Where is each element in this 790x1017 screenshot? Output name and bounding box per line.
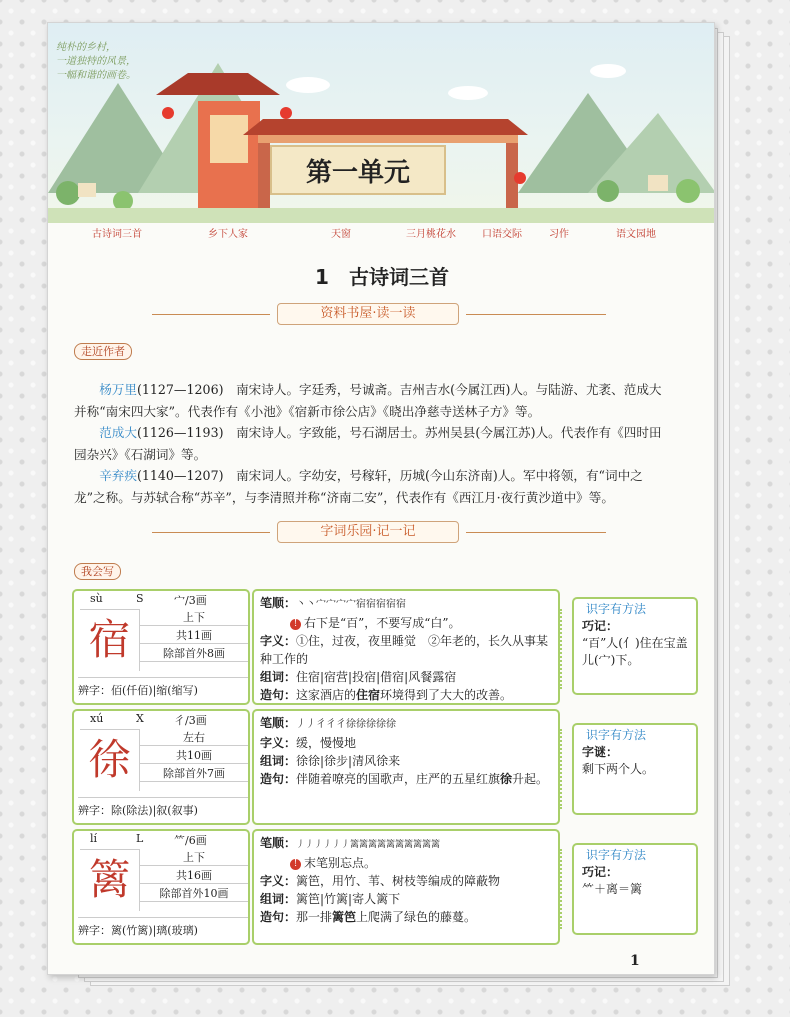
total-strokes: 共10画 [140,747,248,764]
total-strokes: 共16画 [140,867,248,884]
nav-item[interactable]: 古诗词三首 [92,229,142,240]
page-number: 1 [630,953,640,969]
char-card [72,589,688,705]
pinyin: lí [90,832,98,845]
radical: ⺮/6画 [174,834,207,847]
total-strokes: 共11画 [140,627,248,644]
stroke-row [260,594,552,614]
bio-paragraph [74,465,674,508]
words-row [260,668,552,686]
words-text: 徐徐|徐步|清风徐来 [296,754,401,768]
sentence-highlight: 住宿 [356,688,381,702]
meaning-row [260,632,552,668]
intro-line: 一道独特的风景， [56,56,136,67]
label: 组词： [260,892,297,906]
initial-letter: L [136,832,144,845]
sentence-text: 那一排 [296,910,333,924]
warning-text: 末笔别忘点。 [304,856,377,870]
stroke-row [260,714,552,734]
meaning-row [260,872,552,890]
tip-title: 识字有方法 [586,602,647,616]
connector [560,849,572,929]
similar-chars: 辨字：除(除法)|叙(叙事) [78,797,248,818]
structure: 上下 [140,849,248,866]
similar-chars: 辨字：佰(仟佰)|缩(缩写) [78,677,248,698]
unit-title: 第一单元 [270,145,446,195]
meaning-text: 缓，慢慢地 [296,736,357,750]
nav-item[interactable]: 三月桃花水 [406,229,456,240]
divider [152,314,270,315]
warning-icon: ! [290,619,301,630]
label: 造句： [260,910,297,924]
banner-intro-text [56,41,136,83]
char-box [72,589,250,705]
stroke-order: 丿丿彳彳彳徐徐徐徐徐 [296,719,397,730]
lesson-title: 1 古诗词三首 [315,265,449,289]
bio-text: (1126—1193) 南宋诗人。字致能，号石湖居士。苏州吴县(今属江苏)人。代表作有《四时田园杂兴》《石湖词》等。 [74,425,662,462]
char-card [72,709,672,825]
warning-text: 右下是“百”，不要写成“白”。 [304,616,461,630]
nav-item[interactable]: 天窗 [331,229,351,240]
meaning-text: 篱笆，用竹、苇、树枝等编成的障蔽物 [296,874,501,888]
section-header-reading [48,303,715,325]
tip-text: 剩下两个人。 [582,762,655,776]
bio-paragraph [74,422,674,465]
sentence-text: 升起。 [512,772,549,786]
textbook-page [47,22,715,975]
stroke-order: 丶丶宀宀宀宀宿宿宿宿宿 [296,599,407,610]
tip-title: 识字有方法 [586,848,647,862]
stroke-row [260,834,552,854]
sentence-row [260,770,552,788]
char-box [72,709,250,825]
char-card [72,829,672,945]
label: 造句： [260,772,297,786]
memory-tip [572,723,698,815]
connector [560,609,572,689]
divider [152,532,270,533]
section-title: 资料书屋·读一读 [277,303,459,325]
warning-row [260,614,552,632]
label: 笔顺： [260,596,297,610]
intro-line: 一幅和谐的画卷。 [56,70,136,81]
bio-paragraph [74,379,674,422]
label: 笔顺： [260,716,297,730]
structure: 左右 [140,729,248,746]
char-detail [252,589,560,705]
label: 造句： [260,688,297,702]
strokes-outside-radical: 除部首外7画 [140,765,248,782]
bio-text: (1127—1206) 南宋诗人。字廷秀，号诚斋。吉州吉水(今属江西)人。与陆游、尤袤、范成大并称“南宋四大家”。代表作有《小池》《宿新市徐公店》《晓出净慈寺送林子方》等。 [74,382,662,419]
words-text: 篱笆|竹篱|寄人篱下 [296,892,401,906]
nav-item[interactable]: 口语交际 [482,229,522,240]
radical: 彳/3画 [174,714,207,727]
strokes-outside-radical: 除部首外10画 [140,885,248,902]
sentence-text: 环境得到了大大的改善。 [380,688,513,702]
sentence-highlight: 篱笆 [332,910,357,924]
section-header-words [48,521,715,543]
tip-label: 巧记： [582,619,619,633]
sentence-text: 这家酒店的 [296,688,357,702]
radical: 宀/3画 [174,594,207,607]
sentence-row [260,686,552,704]
meaning-row [260,734,552,752]
big-character: 篱 [80,849,140,911]
intro-line: 纯朴的乡村， [56,42,116,53]
section-title: 字词乐园·记一记 [277,521,459,543]
pinyin: sù [90,592,103,605]
char-box [72,829,250,945]
unit-banner [48,23,715,223]
words-row [260,890,552,908]
label: 笔顺： [260,836,297,850]
nav-item[interactable]: 乡下人家 [208,229,248,240]
initial-letter: X [136,712,144,725]
memory-tip [572,843,698,935]
author-name: 杨万里 [99,382,137,397]
tag-authors: 走近作者 [74,343,132,360]
bio-text: (1140—1207) 南宋词人。字幼安，号稼轩，历城(今山东济南)人。军中将领，有“词中之龙”之称。与苏轼合称“苏辛”，与李清照并称“济南二安”，代表作有《西江月·夜行黄沙道中》等。 [74,468,643,505]
label: 字义： [260,874,297,888]
tip-label: 字谜： [582,745,619,759]
tip-text: “百”人(亻)住在宝盖儿(宀)下。 [582,636,688,667]
tip-title: 识字有方法 [586,728,647,742]
big-character: 宿 [80,609,140,671]
divider [466,532,606,533]
meaning-text: ①住，过夜，夜里睡觉 ②年老的，长久从事某种工作的 [260,634,549,666]
sentence-text: 上爬满了绿色的藤蔓。 [356,910,477,924]
big-character: 徐 [80,729,140,791]
nav-item[interactable]: 习作 [549,229,569,240]
author-bios [74,379,674,509]
tip-text: ⺮＋离＝篱 [582,882,643,896]
author-name: 范成大 [99,425,137,441]
nav-item[interactable]: 语文园地 [616,229,656,240]
label: 组词： [260,754,297,768]
words-text: 住宿|宿营|投宿|借宿|风餐露宿 [296,670,457,684]
structure: 上下 [140,609,248,626]
memory-tip [572,597,698,695]
warning-icon: ! [290,859,301,870]
words-row [260,752,552,770]
initial-letter: S [136,592,144,605]
sentence-text: 伴随着嘹亮的国歌声，庄严的五星红旗 [296,772,501,786]
char-detail [252,709,560,825]
author-name: 辛弃疾 [99,468,137,484]
stroke-order: 丿丿丿丿丿丿篱篱篱篱篱篱篱篱篱篱 [296,840,441,850]
strokes-outside-radical: 除部首外8画 [140,645,248,662]
label: 组词： [260,670,297,684]
label: 字义： [260,634,297,648]
warning-row [260,854,552,872]
pinyin: xú [90,712,104,725]
connector [560,729,572,809]
label: 字义： [260,736,297,750]
similar-chars: 辨字：篱(竹篱)|璃(玻璃) [78,917,248,938]
char-detail [252,829,560,945]
sentence-highlight: 徐 [500,772,513,786]
sentence-row [260,908,552,926]
unit-nav [48,223,715,245]
divider [466,314,606,315]
tag-writing: 我会写 [74,563,121,580]
tip-label: 巧记： [582,865,619,879]
